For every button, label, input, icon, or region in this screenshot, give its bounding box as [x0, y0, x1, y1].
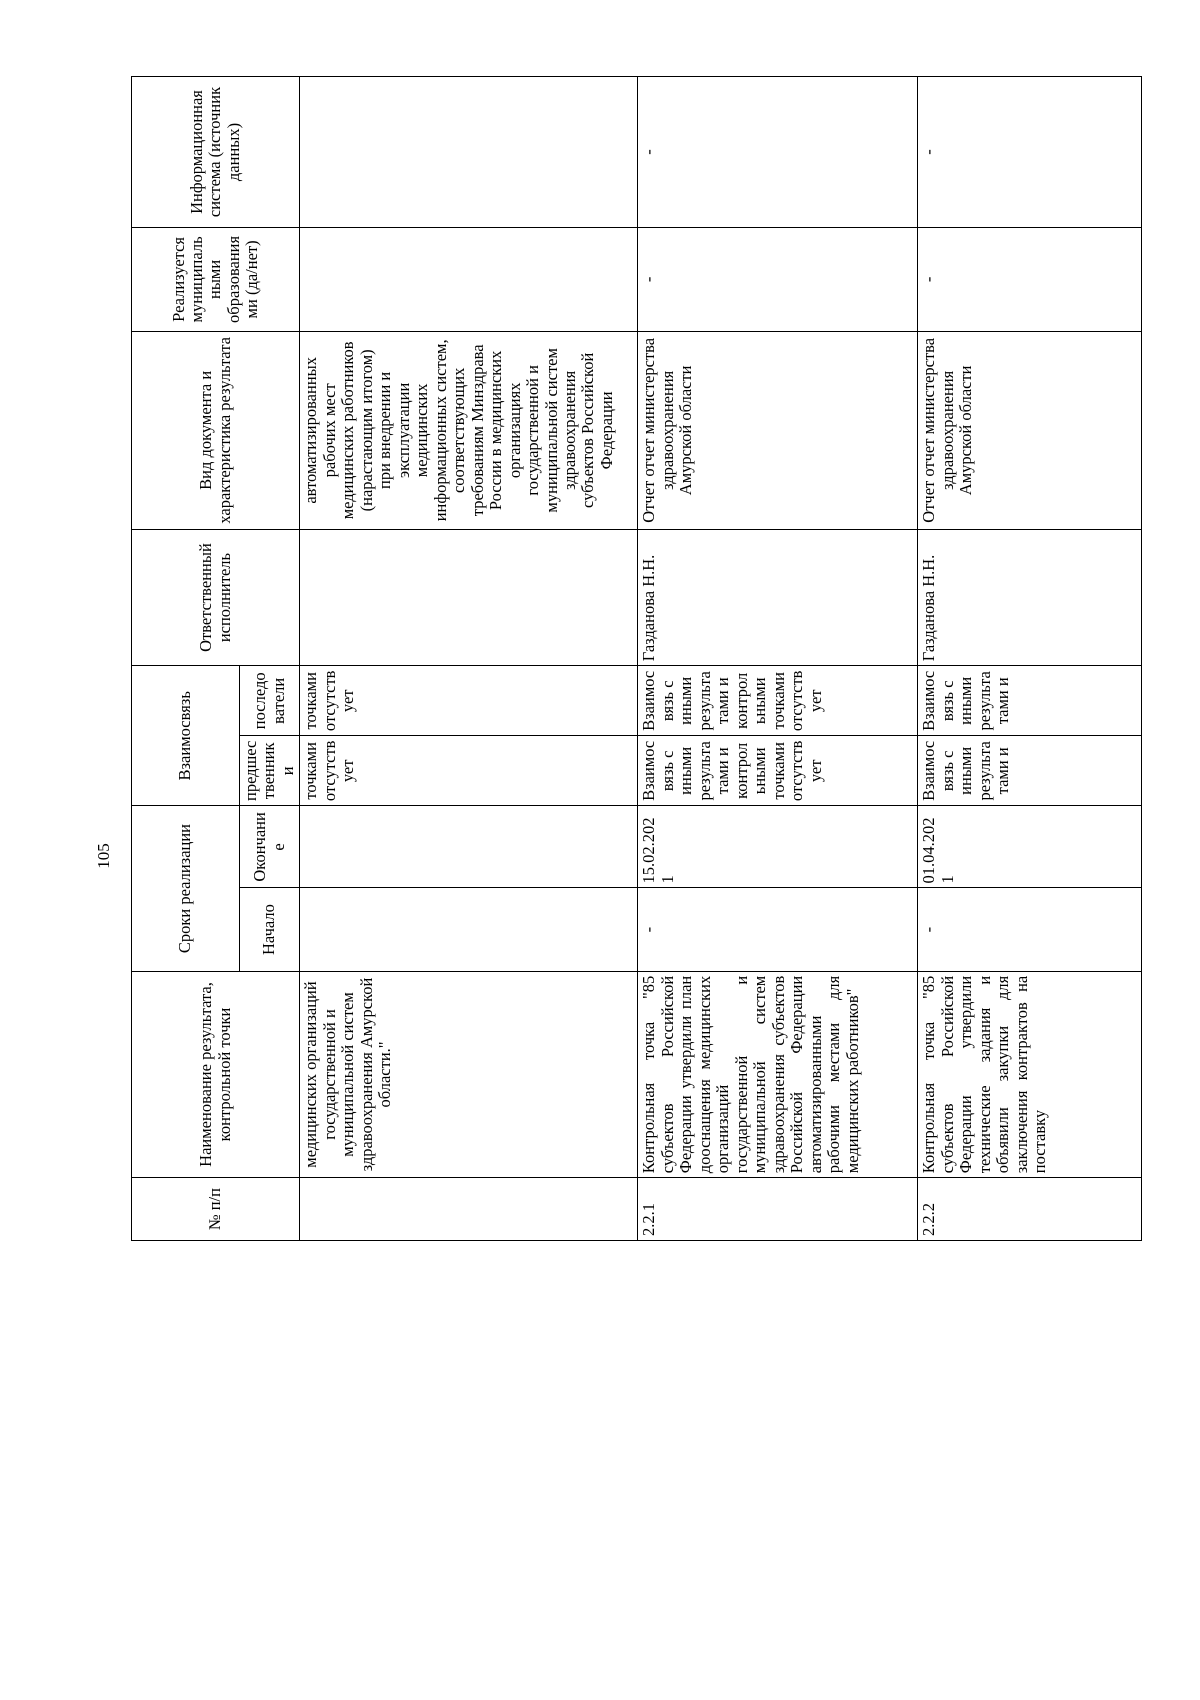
row-name: Контрольная точка "85 субъектов Российской Федерации утвердили технические задания и объявили закупки для заключения контрактов на поставку [918, 971, 1142, 1177]
table-row [638, 77, 918, 1241]
row-predecessors: Взаимосвязь с иными результатами и [918, 736, 1142, 806]
row-info-system [300, 77, 638, 228]
header-relation: Взаимосвязь [132, 666, 240, 806]
row-end [300, 806, 638, 888]
row-start [300, 888, 638, 971]
plan-table [131, 76, 1142, 1241]
row-info-system: - [918, 77, 1142, 228]
row-predecessors: точками отсутствует [300, 736, 638, 806]
row-num: 2.2.1 [638, 1178, 918, 1241]
row-end: 15.02.2021 [638, 806, 918, 888]
header-row-1 [132, 77, 240, 1241]
row-responsible: Газданова Н.Н. [638, 529, 918, 665]
row-name: медицинских организаций государственной и муниципальной систем здравоохранения Амурской области." [300, 971, 638, 1177]
header-end: Окончание [240, 806, 300, 888]
row-successors: Взаимосвязь с иными результатами и контрольными точками отсутствует [638, 666, 918, 736]
table-row [300, 77, 638, 1241]
row-responsible: Газданова Н.Н. [918, 529, 1142, 665]
row-info-system: - [638, 77, 918, 228]
header-successors: последователи [240, 666, 300, 736]
row-num: 2.2.2 [918, 1178, 1142, 1241]
row-name: Контрольная точка "85 субъектов Российской Федерации утвердили план дооснащения медицинских организаций государственной и муниципальной систем здравоохранения субъектов Российской Федерации автоматизированными рабочими местами для медицинских работников" [638, 971, 918, 1177]
row-start: - [638, 888, 918, 971]
header-num: № п/п [132, 1178, 300, 1241]
row-start: - [918, 888, 1142, 971]
row-end: 01.04.2021 [918, 806, 1142, 888]
row-responsible [300, 529, 638, 665]
header-municipal: Реализуется муниципальными образованиями (да/нет) [132, 228, 300, 332]
row-predecessors: Взаимосвязь с иными результатами и контрольными точками отсутствует [638, 736, 918, 806]
header-responsible: Ответственный исполнитель [132, 529, 300, 665]
row-successors: точками отсутствует [300, 666, 638, 736]
table-row [918, 77, 1142, 1241]
row-doc-type: Отчет отчет министерства здравоохранения Амурской области [918, 331, 1142, 529]
header-deadlines: Сроки реализации [132, 806, 240, 971]
header-info-system: Информационная система (источник данных) [132, 77, 300, 228]
row-municipal: - [638, 228, 918, 332]
header-predecessors: предшественники [240, 736, 300, 806]
row-municipal [300, 228, 638, 332]
row-num [300, 1178, 638, 1241]
row-successors: Взаимосвязь с иными результатами и [918, 666, 1142, 736]
page-number: 105 [94, 843, 113, 869]
row-doc-type: автоматизированных рабочих мест медицинских работников (нарастающим итогом) при внедрении и эксплуатации медицинских информационных систем, соответствующих требованиям Минздрава России в медицинских организациях государственной и муниципальной систем здравоохранения субъектов Российской Федерации [300, 331, 638, 529]
row-doc-type: Отчет отчет министерства здравоохранения Амурской области [638, 331, 918, 529]
header-name: Наименование результата, контрольной точки [132, 971, 300, 1177]
rotated-table-container [131, 76, 1141, 1241]
row-municipal: - [918, 228, 1142, 332]
header-start: Начало [240, 888, 300, 971]
header-doc-type: Вид документа и характеристика результата [132, 331, 300, 529]
